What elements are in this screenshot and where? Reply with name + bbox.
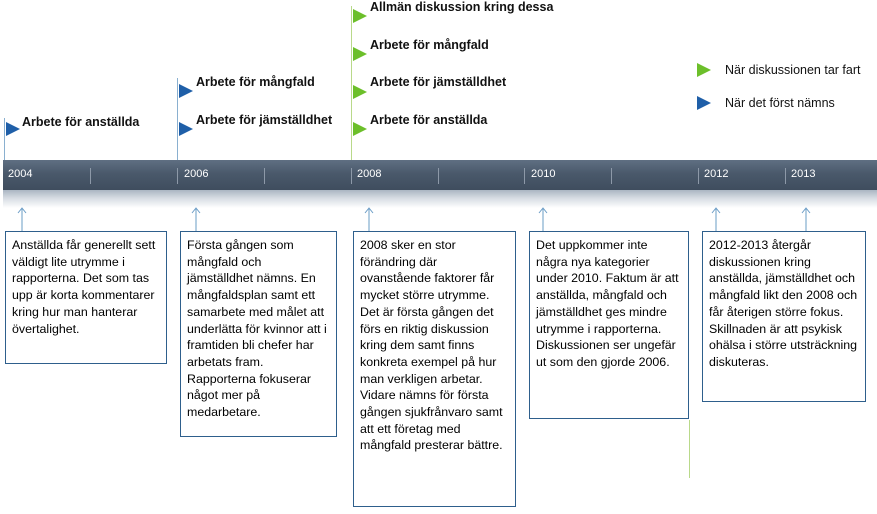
timeline-tick xyxy=(438,168,439,184)
year-label-2013: 2013 xyxy=(791,168,816,180)
arrow-up-icon xyxy=(537,207,549,231)
year-label-2008: 2008 xyxy=(357,168,382,180)
timeline-tick xyxy=(177,168,178,184)
event-2008-jamstalldhet: Arbete för jämställdhet xyxy=(370,75,507,89)
timeline-tick xyxy=(785,168,786,184)
timeline-tick xyxy=(264,168,265,184)
note-2012-2013: 2012-2013 återgår diskussionen kring anställda, jämställdhet och mångfald likt den 2008 och får återigen större fokus. Skillnaden är att psykisk ohälsa i större utsträckning diskuteras. xyxy=(702,231,866,402)
blue-flag-icon xyxy=(697,96,711,110)
green-flag-icon xyxy=(697,63,711,77)
timeline-bar-shadow xyxy=(3,190,877,208)
event-2004-anstallda: Arbete för anställda xyxy=(22,115,140,129)
blue-flag-icon xyxy=(179,84,193,98)
green-flag-icon xyxy=(353,9,367,23)
timeline-tick xyxy=(351,168,352,184)
note-2010: Det uppkommer inte några nya kategorier under 2010. Faktum är att anställda, mångfald och jämställdhet ges mindre utrymme i rapporterna. Diskussionen ser ungefär ut som den gjorde 2006. xyxy=(529,231,689,419)
timeline-bar xyxy=(3,160,877,190)
year-label-2012: 2012 xyxy=(704,168,729,180)
legend-green-label: När diskussionen tar fart xyxy=(725,63,861,77)
year-label-2004: 2004 xyxy=(8,168,33,180)
arrow-up-icon xyxy=(190,207,202,231)
timeline-tick xyxy=(524,168,525,184)
arrow-up-icon xyxy=(16,207,28,231)
event-2006-mangfald: Arbete för mångfald xyxy=(196,75,315,89)
green-flag-icon xyxy=(353,122,367,136)
timeline-tick xyxy=(611,168,612,184)
event-stem-2008 xyxy=(351,6,352,160)
arrow-up-icon xyxy=(800,207,812,231)
legend-blue-label: När det först nämns xyxy=(725,96,835,110)
blue-flag-icon xyxy=(179,122,193,136)
arrow-up-icon xyxy=(363,207,375,231)
note-2006: Första gången som mångfald och jämställdhet nämns. En mångfaldsplan samt ett samarbete med målet att underlätta för kvinnor att i framtiden bli chefer har arbetats fram. Rapporterna fokuserar något mer på medarbetare. xyxy=(180,231,337,437)
decorative-stem xyxy=(689,420,690,478)
event-2008-mangfald: Arbete för mångfald xyxy=(370,38,489,52)
note-2008: 2008 sker en stor förändring där ovanstående faktorer får mycket större utrymme. Det är första gången det förs en riktig diskussion kring dem samt finns konkreta exempel på hur man verkligen arbetar. Vidare nämns för första gången sjukfrånvaro samt att ett företag med mångfald presterar bättre. xyxy=(353,231,516,507)
event-2008-allman: Allmän diskussion kring dessa xyxy=(370,0,554,14)
blue-flag-icon xyxy=(6,122,20,136)
arrow-up-icon xyxy=(710,207,722,231)
green-flag-icon xyxy=(353,47,367,61)
note-2004: Anställda får generellt sett väldigt lite utrymme i rapporterna. Det som tas upp är korta kommentarer kring hur man hanterar övertalighet. xyxy=(5,231,167,364)
event-stem-2006 xyxy=(177,78,178,160)
year-label-2010: 2010 xyxy=(531,168,556,180)
timeline-tick xyxy=(698,168,699,184)
event-2008-anstallda: Arbete för anställda xyxy=(370,113,488,127)
year-label-2006: 2006 xyxy=(184,168,209,180)
timeline-tick xyxy=(90,168,91,184)
event-stem-2004 xyxy=(4,118,5,160)
green-flag-icon xyxy=(353,85,367,99)
event-2006-jamstalldhet: Arbete för jämställdhet xyxy=(196,113,333,127)
